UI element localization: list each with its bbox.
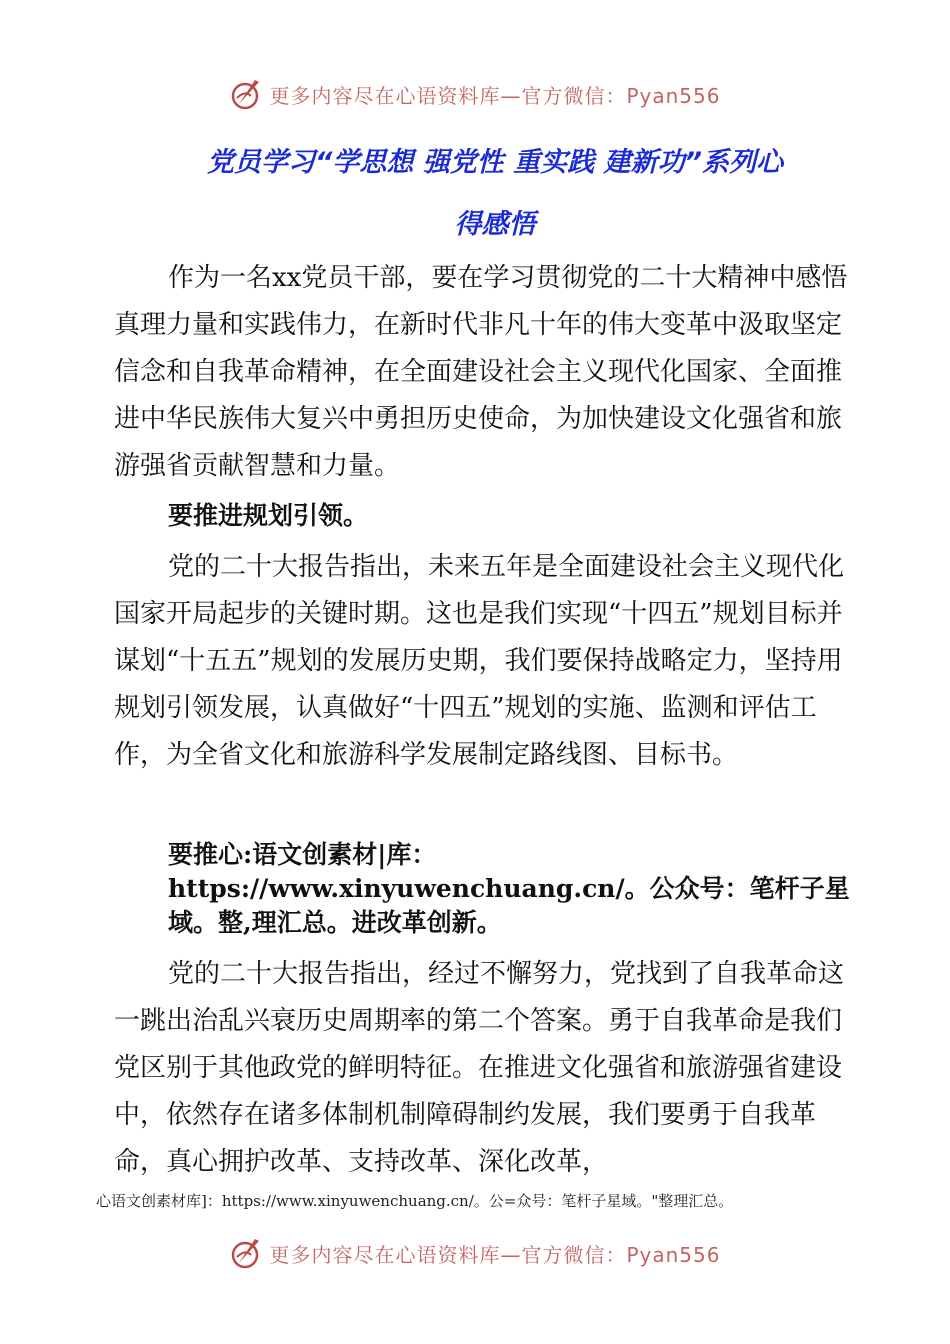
quill-pen-logo-icon [229,76,265,112]
header-banner [0,74,950,114]
banner-text: 更多内容尽在心语资料库—官方微信：Pyan556 [269,83,721,108]
reform-paragraph: 党的二十大报告指出，经过不懈努力，党找到了自我革命这一跳出治乱兴衰历史周期率的第二个答案。勇于自我革命是我们党区别于其他政党的鲜明特征。在推进文化强省和旅游强省建设中，依然存在诸多体制机制障碍制约发展，我们要勇于自我革命，真心拥护改革、支持改革、深化改革， [114,959,845,1177]
section-heading-reform: 要推心:语文创素材|库：https://www.xinyuwenchuang.cn/。公众号：笔杆子星域。整,理汇总。进改革创新。 [168,840,850,937]
section-heading-planning: 要推进规划引领。 [168,501,369,530]
document-title-line-1: 党员学习“学思想 强党性 重实践 建新功”系列心 [207,147,783,178]
intro-paragraph: 作为一名xx党员干部，要在学习贯彻党的二十大精神中感悟真理力量和实践伟力，在新时代非凡十年的伟大变革中汲取坚定信念和自我革命精神，在全面建设社会主义现代化国家、全面推进中华民族伟大复兴中勇担历史使命，为加快建设文化强省和旅游强省贡献智慧和力量。 [114,263,848,481]
quill-pen-logo-icon [229,1235,265,1271]
document-title-line-2: 得感悟 [454,209,536,240]
banner-text: 更多内容尽在心语资料库—官方微信：Pyan556 [269,1242,721,1267]
footnote: 心语文创素材库]：https://www.xinyuwenchuang.cn/。公=众号：笔杆子星域。"整理汇总。 [96,1192,734,1210]
footer-banner [0,1233,950,1273]
planning-paragraph: 党的二十大报告指出，未来五年是全面建设社会主义现代化国家开局起步的关键时期。这也是我们实现“十四五”规划目标并谋划“十五五”规划的发展历史期，我们要保持战略定力，坚持用规划引领发展，认真做好“十四五”规划的实施、监测和评估工作，为全省文化和旅游科学发展制定路线图、目标书。 [114,552,845,770]
